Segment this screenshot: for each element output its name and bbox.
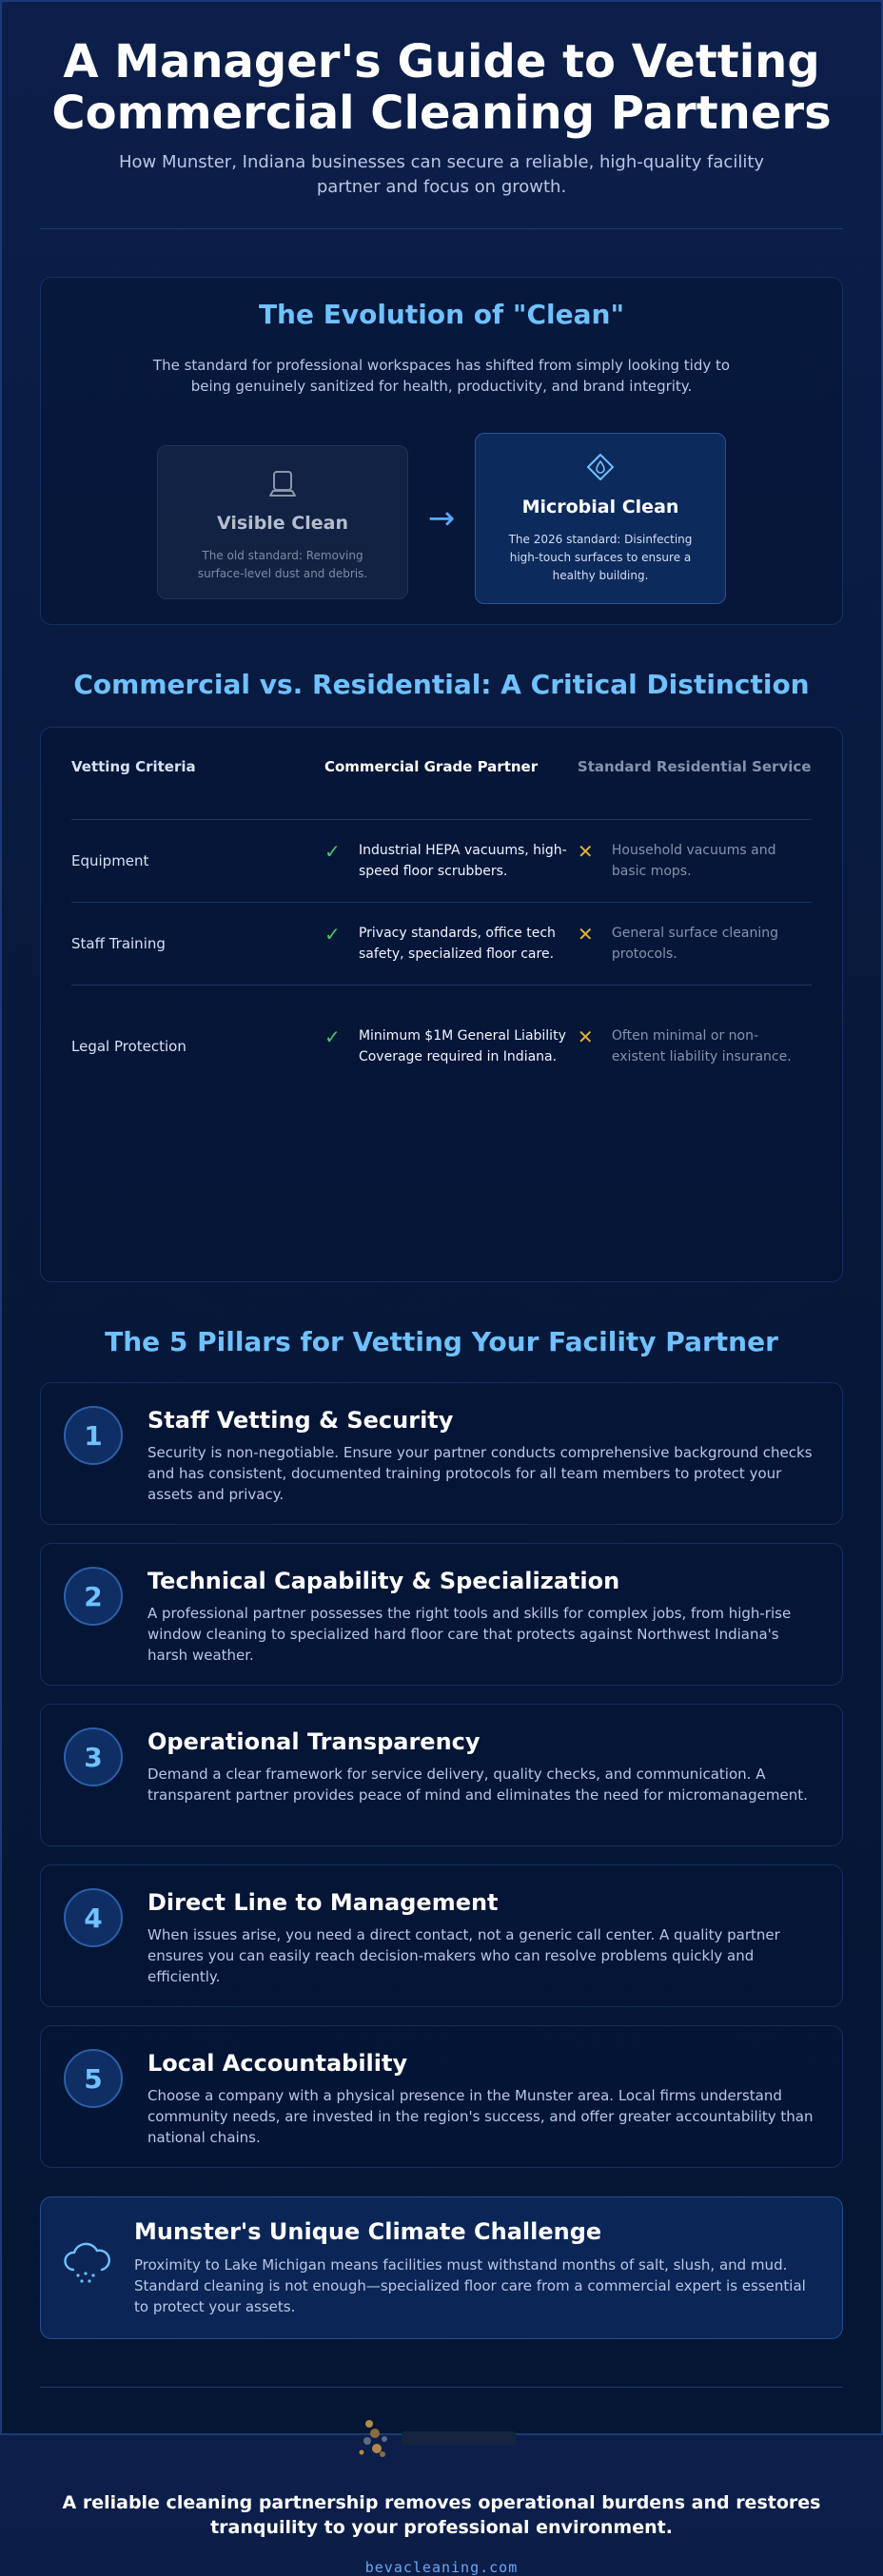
check-icon: ✓ <box>324 1025 341 1048</box>
pillar-title: Operational Transparency <box>147 1728 481 1755</box>
pillar-title: Direct Line to Management <box>147 1889 499 1916</box>
pillar-title: Technical Capability & Specialization <box>147 1568 620 1594</box>
visible-clean-card <box>157 445 408 599</box>
pillar-description: Demand a clear framework for service delivery, quality checks, and communication. A transparent partner provides peace of mind and eliminates the need for micromanagement. <box>147 1766 808 1804</box>
pillar-number: 3 <box>64 1727 123 1786</box>
residential-text: General surface cleaning protocols. <box>611 926 779 962</box>
table-header <box>71 756 812 819</box>
visible-clean-title: Visible Clean <box>216 513 348 534</box>
climate-callout <box>40 2196 843 2339</box>
microbial-clean-card <box>475 433 726 604</box>
pillar-card <box>40 1864 843 2007</box>
pillar-description: When issues arise, you need a direct contact, not a generic call center. A quality partner ensures you can easily reach decision-makers who can resolve problems quickly and efficiently. <box>147 1926 780 1985</box>
table-row <box>71 820 812 902</box>
snow-cloud-icon <box>62 2241 111 2287</box>
evolution-comparison <box>41 433 842 604</box>
comparison-title: Commercial vs. Residential: A Critical Distinction <box>73 669 810 700</box>
row-criteria: Equipment <box>71 852 149 869</box>
row-commercial <box>324 923 578 965</box>
pillar-number: 2 <box>64 1567 123 1626</box>
row-residential <box>578 840 812 882</box>
row-commercial <box>324 1025 578 1067</box>
cross-icon: ✕ <box>577 923 594 946</box>
check-icon: ✓ <box>324 840 341 863</box>
comparison-table <box>40 727 843 1282</box>
pillar-number: 1 <box>64 1406 123 1465</box>
pillars-title: The 5 Pillars for Vetting Your Facility Partner <box>105 1326 778 1357</box>
evolution-description: The standard for professional workspaces has shifted from simply looking tidy to being genuinely sanitized for health, productivity, and brand integrity. <box>152 357 731 395</box>
pillar-card <box>40 1704 843 1846</box>
pillar-number: 5 <box>64 2049 123 2108</box>
residential-text: Household vacuums and basic mops. <box>611 843 776 879</box>
pillar-title: Local Accountability <box>147 2050 408 2077</box>
arrow-right-icon: → <box>427 499 456 537</box>
row-criteria: Staff Training <box>71 935 166 952</box>
microbial-clean-title: Microbial Clean <box>521 497 679 517</box>
pillars-list <box>40 1382 843 2168</box>
footer-message: A reliable cleaning partnership removes operational burdens and restores tranquility to your professional environment. <box>62 2492 821 2538</box>
evolution-title: The Evolution of "Clean" <box>258 299 625 330</box>
header-commercial: Commercial Grade Partner <box>324 758 539 775</box>
footer-divider <box>40 2387 843 2388</box>
climate-description: Proximity to Lake Michigan means facilities must withstand months of salt, slush, and mud. Standard cleaning is not enough—specialized floor care from a commercial expert is essential to protect your assets. <box>134 2256 806 2315</box>
website-link[interactable]: bevacleaning.com <box>364 2559 519 2576</box>
row-criteria: Legal Protection <box>71 1038 186 1055</box>
sanitize-icon <box>583 451 618 485</box>
page-subtitle: How Munster, Indiana businesses can secure a reliable, high-quality facility partner and focus on growth. <box>118 152 765 197</box>
check-icon: ✓ <box>324 923 341 946</box>
table-row <box>71 986 812 1107</box>
header <box>2 2 881 200</box>
company-logo <box>346 2414 537 2462</box>
row-residential <box>578 923 812 965</box>
cross-icon: ✕ <box>577 1025 594 1048</box>
visible-clean-description: The old standard: Removing surface-level dust and debris. <box>197 549 368 580</box>
commercial-text: Industrial HEPA vacuums, high-speed floor scrubbers. <box>358 843 567 879</box>
pillar-description: Choose a company with a physical presence in the Munster area. Local firms understand community needs, are invested in the region's success, and offer greater accountability than national chains. <box>147 2087 814 2146</box>
pillar-card <box>40 1382 843 1525</box>
pillar-description: Security is non-negotiable. Ensure your partner conducts comprehensive background checks and has consistent, documented training protocols for all team members to protect your assets and privacy. <box>147 1444 813 1503</box>
microbial-clean-description: The 2026 standard: Disinfecting high-touch surfaces to ensure a healthy building. <box>508 533 693 582</box>
header-criteria: Vetting Criteria <box>71 758 196 775</box>
commercial-text: Minimum $1M General Liability Coverage required in Indiana. <box>358 1028 566 1064</box>
pillar-title: Staff Vetting & Security <box>147 1407 454 1434</box>
row-residential <box>578 1025 812 1067</box>
page-title: A Manager's Guide to Vetting Commercial Cleaning Partners <box>51 35 832 140</box>
pillar-card <box>40 2025 843 2168</box>
commercial-text: Privacy standards, office tech safety, specialized floor care. <box>358 926 556 962</box>
pillar-number: 4 <box>64 1888 123 1947</box>
pillar-card <box>40 1543 843 1686</box>
climate-title: Munster's Unique Climate Challenge <box>134 2218 602 2245</box>
table-row <box>71 903 812 985</box>
pillar-description: A professional partner possesses the right tools and skills for complex jobs, from high-rise window cleaning to specialized hard floor care that protects against Northwest Indiana's harsh weather. <box>147 1605 792 1664</box>
evolution-section <box>40 277 843 625</box>
header-divider <box>40 228 843 229</box>
laptop-icon <box>265 467 300 501</box>
row-commercial <box>324 840 578 882</box>
residential-text: Often minimal or non-existent liability insurance. <box>611 1028 792 1064</box>
cross-icon: ✕ <box>577 840 594 863</box>
header-residential: Standard Residential Service <box>577 758 812 775</box>
